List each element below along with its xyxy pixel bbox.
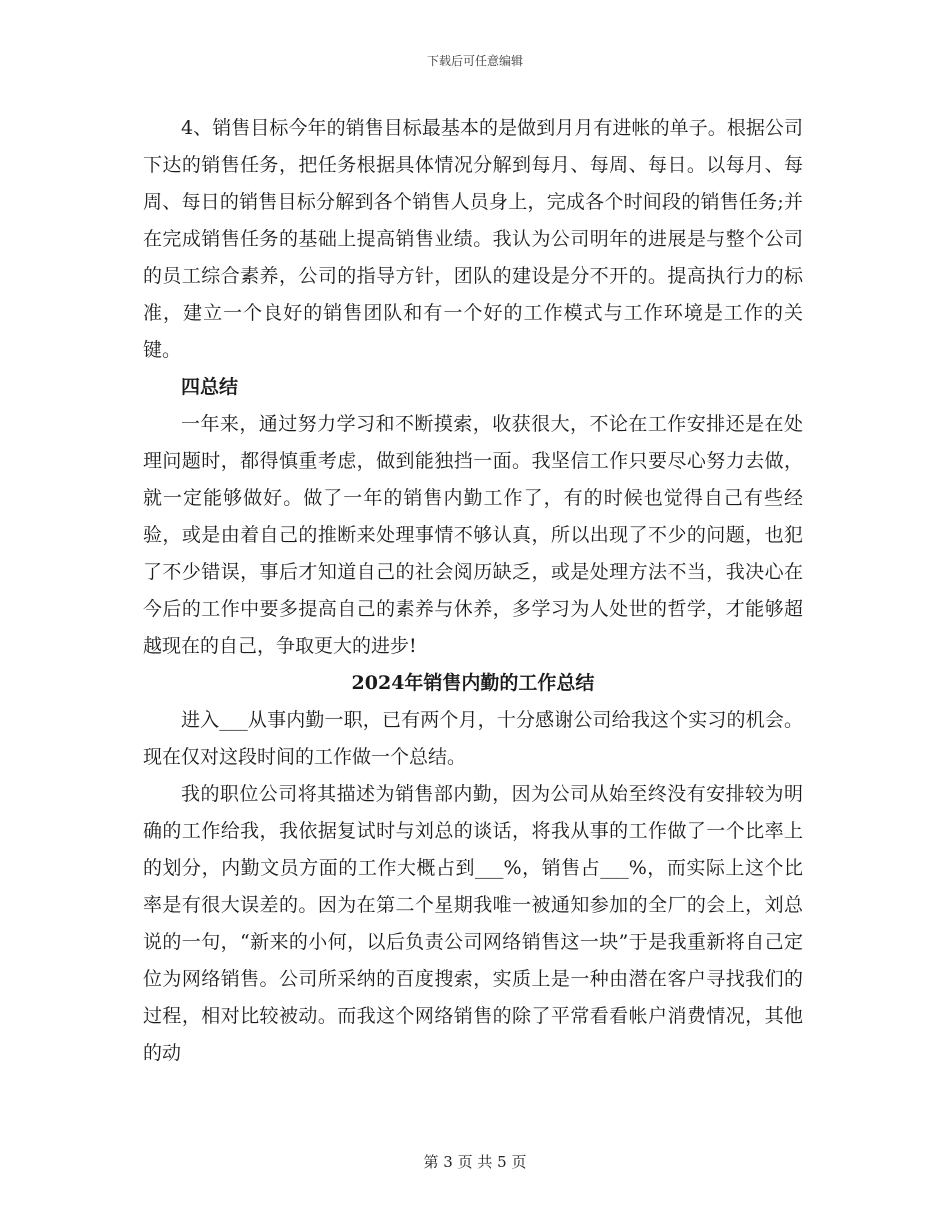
page-footer: 第 3 页 共 5 页 bbox=[423, 1153, 527, 1171]
section-heading-summary: 四总结 bbox=[181, 376, 239, 398]
paragraph-intro: 进入___从事内勤一职，已有两个月，十分感谢公司给我这个实习的机会。现在仅对这段时间的工作做一个总结。 bbox=[143, 709, 803, 768]
page-header: 下载后可任意编辑 bbox=[426, 54, 523, 68]
paragraph-position: 我的职位公司将其描述为销售部内勤，因为公司从始至终没有安排较为明确的工作给我，我依据复试时与刘总的谈话，将我从事的工作做了一个比率上的划分，内勤文员方面的工作大概占到___%，销售占___%，而实际上这个比率是有很大误差的。因为在第二个星期我唯一被通知参加的全厂的会上，刘总说的一句，“新来的小何，以后负责公司网络销售这一块”于是我重新将自己定位为网络销售。公司所采纳的百度搜索，实质上是一种由潜在客户寻找我们的过程，相对比较被动。而我这个网络销售的除了平常看看帐户消费情况，其他的动 bbox=[143, 783, 803, 1064]
paragraph-summary: 一年来，通过努力学习和不断摸索，收获很大，不论在工作安排还是在处理问题时，都得慎重考虑，做到能独挡一面。我坚信工作只要尽心努力去做，就一定能够做好。做了一年的销售内勤工作了，有的时候也觉得自己有些经验，或是由着自己的推断来处理事情不够认真，所以出现了不少的问题，也犯了不少错误，事后才知道自己的社会阅历缺乏，或是处理方法不当，我决心在今后的工作中要多提高自己的素养与休养，多学习为人处世的哲学，才能够超越现在的自己，争取更大的进步! bbox=[143, 413, 803, 657]
document-body bbox=[143, 110, 803, 1072]
paragraph-sales-target: 4、销售目标今年的销售目标最基本的是做到月月有进帐的单子。根据公司下达的销售任务，把任务根据具体情况分解到每月、每周、每日。以每月、每周、每日的销售目标分解到各个销售人员身上，完成各个时间段的销售任务;并在完成销售任务的基础上提高销售业绩。我认为公司明年的进展是与整个公司的员工综合素养，公司的指导方针，团队的建设是分不开的。提高执行力的标准，建立一个良好的销售团队和有一个好的工作模式与工作环境是工作的关键。 bbox=[143, 117, 803, 361]
document-title: 2024年销售内勤的工作总结 bbox=[351, 672, 595, 694]
